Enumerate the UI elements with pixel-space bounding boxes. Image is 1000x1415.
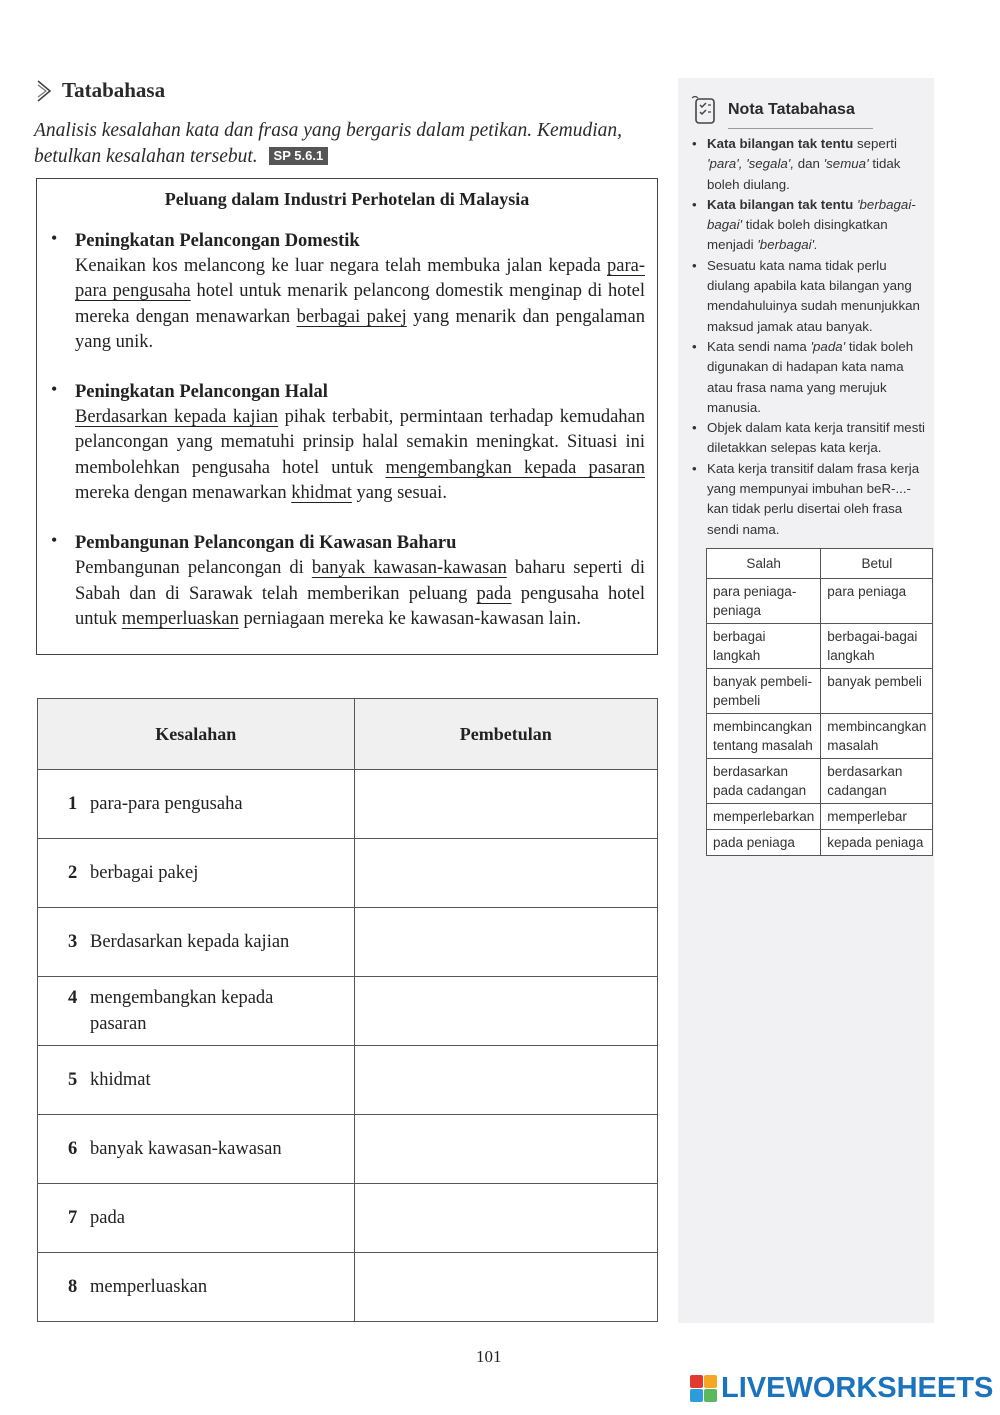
instructions: Analisis kesalahan kata dan frasa yang bergaris dalam petikan. Kemudian, betulkan kesalahan tersebut. SP 5.6.1: [34, 120, 623, 167]
logo-grid-icon: [690, 1375, 717, 1402]
salah-betul-table: [706, 548, 933, 856]
underlined-error: banyak kawasan-kawasan: [311, 558, 507, 579]
list-item: • Sesuatu kata nama tidak perlu diulang apabila kata bilangan yang mendahuluinya sudah menunjukkan maksud jamak atau banyak.: [690, 256, 930, 337]
notes-list: [690, 134, 930, 540]
error-text: memperluaskan: [90, 1277, 208, 1297]
list-item: • Kata bilangan tak tentu 'berbagai-bagai' tidak boleh disingkatkan menjadi 'berbagai'.: [690, 195, 930, 256]
table-header-row: [38, 699, 658, 770]
table-row: [38, 770, 658, 839]
bullet-icon: •: [51, 530, 58, 551]
table-row: [38, 977, 658, 1046]
answer-field-3[interactable]: [354, 908, 657, 977]
table-row: berbagai langkah berbagai-bagai langkah: [707, 624, 933, 669]
passage-section-domestik: [49, 228, 645, 355]
answer-field-6[interactable]: [354, 1115, 657, 1184]
checklist-icon: [690, 94, 722, 126]
list-item: • Kata kerja transitif dalam frasa kerja yang mempunyai imbuhan beR-...-kan tidak perlu disertai oleh frasa sendi nama.: [690, 459, 930, 540]
table-row: [38, 1184, 658, 1253]
underlined-error: memperluaskan: [121, 608, 239, 629]
underlined-error: pada: [476, 583, 512, 604]
row-number: 6: [68, 1139, 78, 1159]
section-title: [34, 78, 165, 103]
section-heading: Pembangunan Pelancongan di Kawasan Baharu: [75, 533, 457, 554]
bullet-icon: •: [51, 228, 58, 248]
answer-field-5[interactable]: [354, 1046, 657, 1115]
table-row: [38, 1115, 658, 1184]
passage-title: Peluang dalam Industri Perhotelan di Malaysia: [164, 189, 530, 209]
section-body: Berdasarkan kepada kajian pihak terbabit, permintaan terhadap kemudahan pelancongan yang mematuhi prinsip halal semakin meningkat. Situasi ini membolehkan pengusaha hotel untuk mengembangkan kepada pasaran mereka dengan menawarkan khidmat yang sesuai.: [75, 407, 645, 504]
error-text: khidmat: [90, 1070, 151, 1090]
row-number: 1: [68, 794, 78, 814]
section-heading: Peningkatan Pelancongan Halal: [75, 382, 328, 403]
column-header-kesalahan: Kesalahan: [38, 699, 355, 770]
row-number: 4: [68, 988, 78, 1008]
passage-section-baharu: [49, 530, 645, 632]
logo-text: LIVEWORKSHEETS: [721, 1372, 994, 1404]
arrow-icon: [34, 79, 54, 103]
error-text: para-para pengusaha: [90, 794, 243, 814]
table-row: [38, 1046, 658, 1115]
notes-title: Nota Tatabahasa: [690, 94, 855, 126]
section-title-text: Tatabahasa: [62, 78, 166, 102]
passage-box: [36, 178, 658, 655]
standard-badge: SP 5.6.1: [269, 147, 329, 165]
table-row: berdasarkan pada cadangan berdasarkan cadangan: [707, 759, 933, 804]
answer-field-4[interactable]: [354, 977, 657, 1046]
column-header-salah: Salah: [707, 549, 821, 579]
answer-table: [37, 698, 658, 1322]
section-body: Kenaikan kos melancong ke luar negara telah membuka jalan kepada para-para pengusaha hotel untuk menarik pelancong domestik menginap di hotel mereka dengan menawarkan berbagai pakej yang menarik dan pengalaman yang unik.: [75, 256, 645, 352]
column-header-betul: Betul: [821, 549, 933, 579]
bullet-icon: •: [51, 379, 58, 400]
underlined-error: para-para pengusaha: [75, 256, 645, 302]
table-row: banyak pembeli-pembeli banyak pembeli: [707, 669, 933, 714]
error-text: mengembangkan kepada pasaran: [90, 988, 274, 1034]
row-number: 8: [68, 1277, 78, 1297]
row-number: 3: [68, 932, 78, 952]
table-row: pada peniaga kepada peniaga: [707, 830, 933, 856]
table-row: memperlebarkan memperlebar: [707, 804, 933, 830]
underlined-error: khidmat: [291, 483, 352, 504]
answer-field-1[interactable]: [354, 770, 657, 839]
row-number: 5: [68, 1070, 78, 1090]
liveworksheets-logo: [690, 1372, 993, 1405]
list-item: • Kata sendi nama 'pada' tidak boleh digunakan di hadapan kata nama atau frasa nama yang merujuk manusia.: [690, 337, 930, 418]
list-item: • Objek dalam kata kerja transitif mesti diletakkan selepas kata kerja.: [690, 418, 930, 459]
answer-field-7[interactable]: [354, 1184, 657, 1253]
table-row: para peniaga-peniaga para peniaga: [707, 579, 933, 624]
error-text: banyak kawasan-kawasan: [90, 1139, 282, 1159]
column-header-pembetulan: Pembetulan: [354, 699, 657, 770]
list-item: • Kata bilangan tak tentu seperti 'para', 'segala', dan 'semua' tidak boleh diulang.: [690, 134, 930, 195]
table-row: [38, 908, 658, 977]
row-number: 7: [68, 1208, 78, 1228]
error-text: Berdasarkan kepada kajian: [90, 932, 290, 952]
page-number: 101: [476, 1347, 502, 1366]
table-row: membincangkan tentang masalah membincangkan masalah: [707, 714, 933, 759]
passage-section-halal: [49, 379, 645, 506]
section-heading: Peningkatan Pelancongan Domestik: [75, 231, 360, 251]
table-header-row: [707, 549, 933, 579]
title-underline: [728, 128, 873, 129]
error-text: berbagai pakej: [90, 863, 199, 883]
section-body: Pembangunan pelancongan di banyak kawasan-kawasan baharu seperti di Sabah dan di Sarawak telah memberikan peluang pada pengusaha hotel untuk memperluaskan perniagaan mereka ke kawasan-kawasan lain.: [75, 558, 646, 629]
table-row: [38, 1253, 658, 1322]
underlined-error: mengembangkan kepada pasaran: [385, 457, 645, 478]
table-row: [38, 839, 658, 908]
underlined-error: berbagai pakej: [296, 306, 407, 327]
error-text: pada: [90, 1208, 125, 1228]
row-number: 2: [68, 863, 78, 883]
answer-field-2[interactable]: [354, 839, 657, 908]
answer-field-8[interactable]: [354, 1253, 657, 1322]
underlined-error: Berdasarkan kepada kajian: [75, 407, 279, 428]
